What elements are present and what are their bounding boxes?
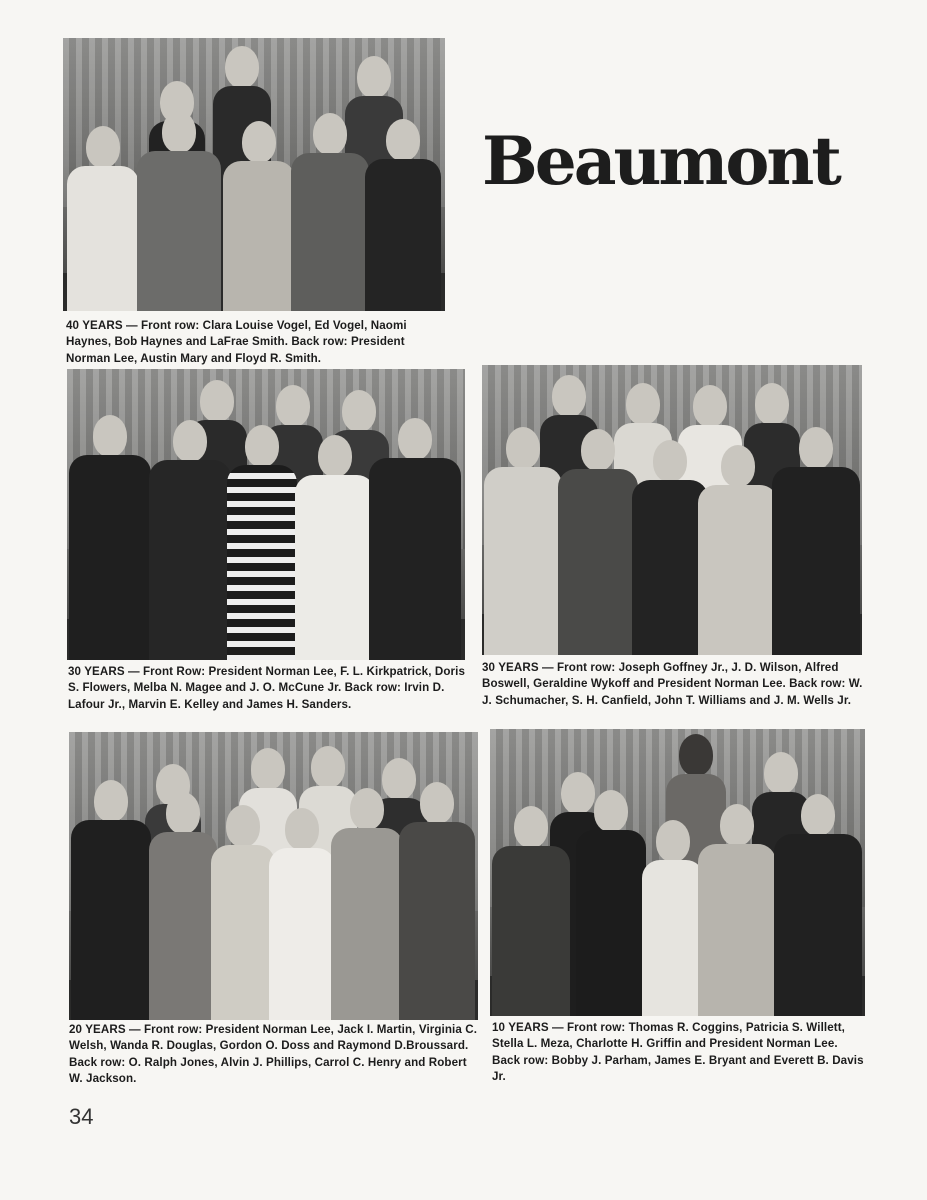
page-number: 34 (69, 1104, 94, 1129)
caption-40-years: 40 YEARS — Front row: Clara Louise Vogel, Ed Vogel, Naomi Haynes, Bob Haynes and LaFrae Smith. Back row: President Norman Lee, Austin Mary and Floyd R. Smith. (66, 319, 407, 365)
caption-30-years-b: 30 YEARS — Front row: Joseph Goffney Jr., J. D. Wilson, Alfred Boswell, Geraldine Wykoff and President Norman Lee. Back row: W. J. Schumacher, S. H. Canfield, John T. Williams and J. M. Wells Jr. (482, 661, 863, 707)
caption-20-years: 20 YEARS — Front row: President Norman Lee, Jack I. Martin, Virginia C. Welsh, Wanda R. Douglas, Gordon O. Doss and Raymond D.Broussard. Back row: O. Ralph Jones, Alvin J. Phillips, Carrol C. Henry and Robert W. Jackson. (69, 1023, 478, 1086)
page-title: Beaumont (482, 122, 839, 200)
caption-30-years-a: 30 YEARS — Front Row: President Norman Lee, F. L. Kirkpatrick, Doris S. Flowers, Melba N. Magee and J. O. McCune Jr. Back row: Irvin D. Lafour Jr., Marvin E. Kelley and James H. Sanders. (68, 665, 465, 711)
photo-30-years-a (67, 369, 465, 660)
photo-20-years (69, 732, 478, 1020)
photo-40-years (63, 38, 445, 311)
photo-30-years-b (482, 365, 862, 655)
caption-10-years: 10 YEARS — Front row: Thomas R. Coggins, Patricia S. Willett, Stella L. Meza, Charlotte H. Griffin and President Norman Lee. Back row: Bobby J. Parham, James E. Bryant and Everett B. Davis Jr. (492, 1021, 864, 1084)
photo-10-years (490, 729, 865, 1016)
